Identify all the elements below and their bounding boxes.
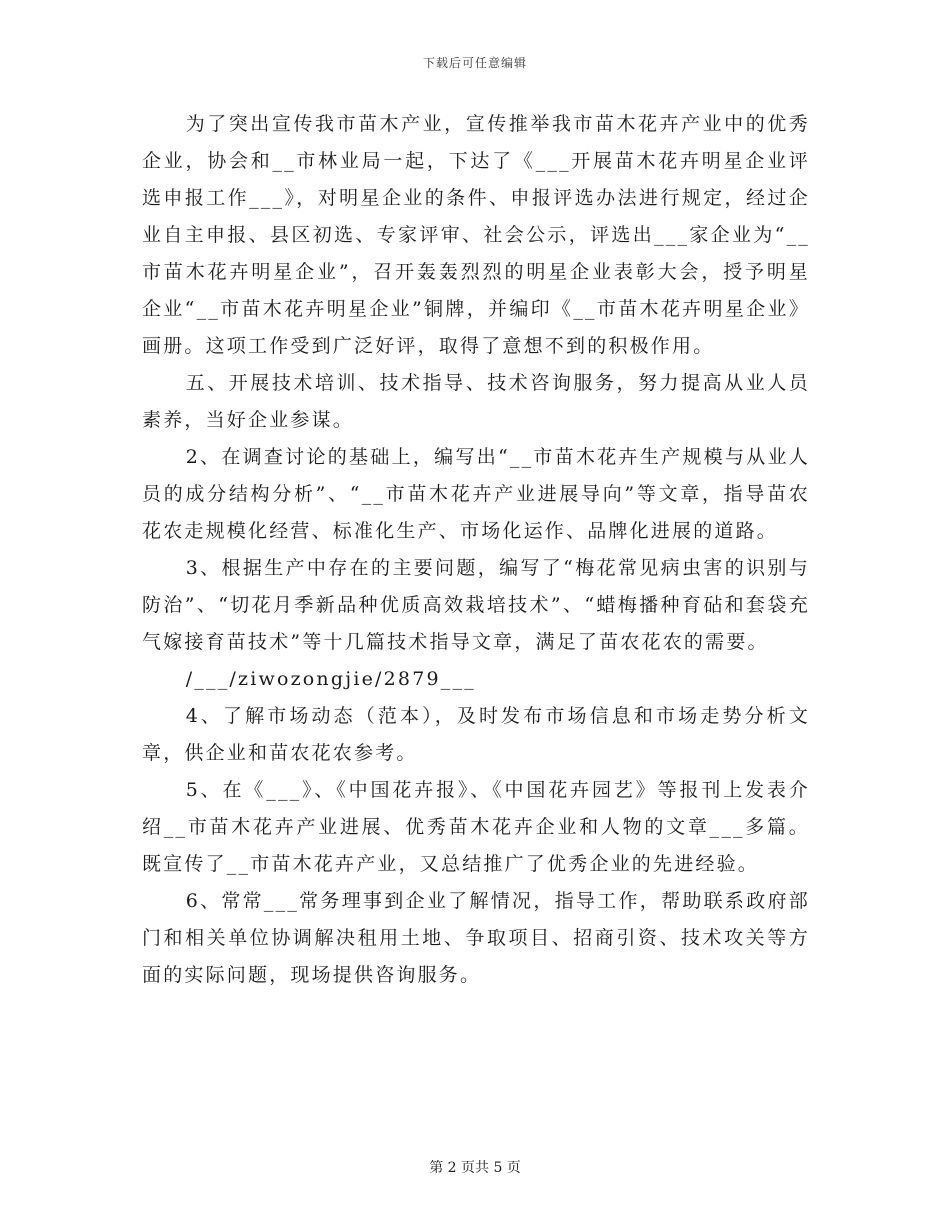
paragraph-item-5: 5、在《___》、《中国花卉报》、《中国花卉园艺》等报刊上发表介绍__市苗木花卉产业进展、优秀苗木花卉企业和人物的文章___多篇。既宣传了__市苗木花卉产业，又总结推广了优秀企业的先进经验。 [142,779,810,875]
page-number: 第 2 页共 5 页 [429,1160,521,1176]
paragraph-section-five: 五、开展技术培训、技术指导、技术咨询服务，努力提高从业人员素养，当好企业参谋。 [142,372,810,431]
paragraph-link-path: /___/ziwozongjie/2879___ [185,668,476,690]
paragraph-item-4: 4、了解市场动态（范本），及时发布市场信息和市场走势分析文章，供企业和苗农花农参考。 [142,705,810,764]
paragraph-star-enterprise: 为了突出宣传我市苗木产业，宣传推举我市苗木花卉产业中的优秀企业，协会和__市林业局一起，下达了《___开展苗木花卉明星企业评选申报工作___》，对明星企业的条件、申报评选办法进行规定，经过企业自主申报、县区初选、专家评审、社会公示，评选出___家企业为“__市苗木花卉明星企业”，召开轰轰烈烈的明星企业表彰大会，授予明星企业“__市苗木花卉明星企业”铜牌，并编印《__市苗木花卉明星企业》画册。这项工作受到广泛好评，取得了意想不到的积极作用。 [142,113,810,357]
page-header: 下载后可任意编辑 [422,56,527,70]
paragraph-item-6: 6、常常___常务理事到企业了解情况，指导工作，帮助联系政府部门和相关单位协调解决租用土地、争取项目、招商引资、技术攻关等方面的实际问题，现场提供咨询服务。 [142,890,810,986]
document-body [142,106,810,994]
paragraph-item-3: 3、根据生产中存在的主要问题，编写了“梅花常见病虫害的识别与防治”、“切花月季新品种优质高效栽培技术”、“蜡梅播种育砧和套袋充气嫁接育苗技术”等十几篇技术指导文章，满足了苗农花农的需要。 [142,557,810,653]
paragraph-item-2: 2、在调查讨论的基础上，编写出“__市苗木花卉生产规模与从业人员的成分结构分析”、“__市苗木花卉产业进展导向”等文章，指导苗农花农走规模化经营、标准化生产、市场化运作、品牌化进展的道路。 [142,446,810,542]
